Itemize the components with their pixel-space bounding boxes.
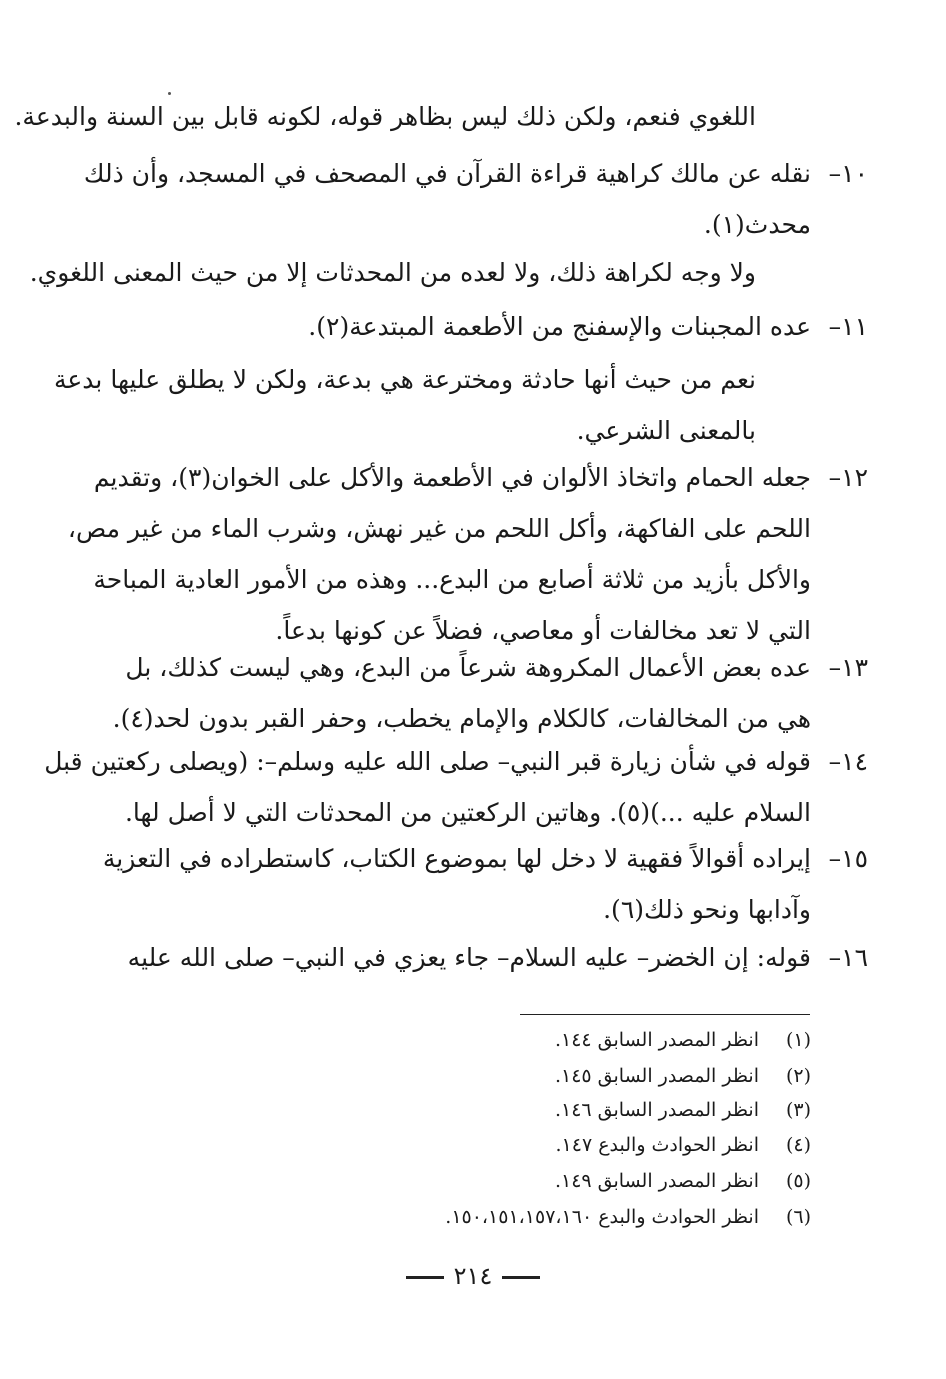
text-line: اللغوي فنعم، ولكن ذلك ليس بظاهر قوله، لكونه قابل بين السنة والبدعة. [14,102,756,131]
item-number: ١٣– [828,653,868,682]
footnote [300,1093,811,1127]
page-number [0,1262,946,1290]
footnote [300,1200,811,1234]
footnote-text: انظر الحوادث والبدع ١٥٠،١٥١،١٥٧،١٦٠. [445,1206,759,1228]
footnote-text: انظر المصدر السابق ١٤٦. [554,1099,759,1121]
list-item-12 [67,452,868,656]
commentary-paragraph-10 [29,247,756,298]
list-item-11 [120,301,868,352]
footnote-text: انظر الحوادث والبدع ١٤٧. [555,1134,759,1156]
text-line: والأكل بأزيد من ثلاثة أصابع من البدع... وهذه من الأمور العادية المباحة [93,565,811,594]
list-item-13 [112,642,868,744]
footnote-number: (٦) [785,1206,811,1228]
footnote [300,1164,811,1198]
item-number: ١٤– [828,747,868,776]
footnote [300,1128,811,1162]
commentary-paragraph-11 [53,354,756,456]
item-number: ١٦– [828,943,868,972]
text-line: إيراده أقوالاً فقهية لا دخل لها بموضوع الكتاب، كاستطراده في التعزية [102,844,811,873]
footnote [300,1059,811,1093]
list-item-16 [120,932,868,983]
footnote-text: انظر المصدر السابق ١٤٥. [554,1065,759,1087]
footnote [300,1023,811,1057]
page-number-dash [502,1276,540,1279]
text-line: بالمعنى الشرعي. [576,416,756,445]
text-line: محدث(١). [703,210,811,239]
footnote-number: (١) [785,1029,811,1051]
list-item-14 [44,736,868,838]
page-number-value: ٢١٤ [453,1262,493,1290]
text-line: اللحم على الفاكهة، وأكل اللحم من غير نهش، وشرب الماء من غير مص، [67,514,811,543]
text-line: عده المجبنات والإسفنج من الأطعمة المبتدعة(٢). [308,312,811,341]
footnote-number: (٤) [785,1134,811,1156]
item-number: ١٢– [828,463,868,492]
list-item-15 [102,833,868,935]
item-number: ١٥– [828,844,868,873]
text-line: نعم من حيث أنها حادثة ومخترعة هي بدعة، ولكن لا يطلق عليها بدعة [53,365,756,394]
item-number: ١١– [828,312,868,341]
footnote-text: انظر المصدر السابق ١٤٩. [554,1170,759,1192]
text-line: وآدابها ونحو ذلك(٦). [603,895,811,924]
text-line: هي من المخالفات، كالكلام والإمام يخطب، وحفر القبر بدون لحد(٤). [112,704,811,733]
footnote-number: (٢) [785,1065,811,1087]
footnote-separator [520,1014,810,1015]
footnote-text: انظر المصدر السابق ١٤٤. [554,1029,759,1051]
text-line: السلام عليه ...)(٥). وهاتين الركعتين من المحدثات التي لا أصل لها. [124,798,811,827]
intro-paragraph [14,91,756,142]
item-number: ١٠– [828,159,868,188]
list-item-10 [83,148,868,250]
text-line: جعله الحمام واتخاذ الألوان في الأطعمة والأكل على الخوان(٣)، وتقديم [93,463,811,492]
footnote-number: (٥) [785,1170,811,1192]
text-line: قوله في شأن زيارة قبر النبي– صلى الله عليه وسلم–: (ويصلى ركعتين قبل [44,747,811,776]
text-line: عده بعض الأعمال المكروهة شرعاً من البدع، وهي ليست كذلك، بل [125,653,811,682]
text-line: ولا وجه لكراهة ذلك، ولا لعده من المحدثات إلا من حيث المعنى اللغوي. [29,258,756,287]
text-line: التي لا تعد مخالفات أو معاصي، فضلاً عن كونها بدعاً. [275,616,811,645]
footnote-number: (٣) [785,1099,811,1121]
page-number-dash [406,1276,444,1279]
text-line: نقله عن مالك كراهية قراءة القرآن في المصحف في المسجد، وأن ذلك [83,159,811,188]
text-line: قوله: إن الخضر– عليه السلام– جاء يعزي في النبي– صلى الله عليه [127,943,811,972]
